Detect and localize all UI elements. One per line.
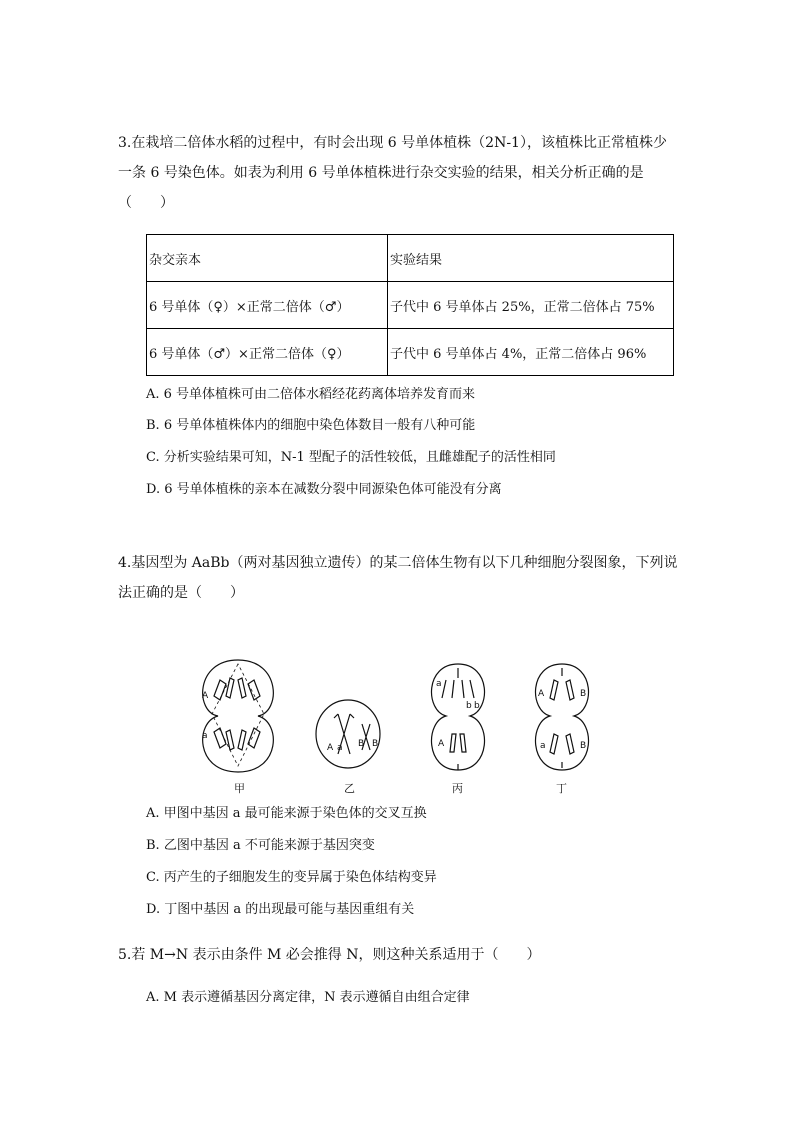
q4-option-d: D. 丁图中基因 a 的出现最可能与基因重组有关 (146, 902, 415, 917)
cell-yi-membrane (316, 700, 380, 768)
table-cell: 6 号单体（♀）×正常二倍体（♂） (147, 282, 388, 329)
cell-ding (535, 664, 588, 795)
cell-bing-lower-chromosomes (450, 734, 466, 770)
cell-bing-upper-chromosomes (442, 668, 474, 698)
gene-label: B (372, 739, 379, 749)
table-row (147, 282, 674, 329)
q4-line1: 4.基因型为 AaBb（两对基因独立遗传）的某二倍体生物有以下几种细胞分裂图象，下列说 (118, 555, 678, 571)
q3-option-c: C. 分析实验结果可知，N-1 型配子的活性较低，且雌雄配子的活性相同 (146, 450, 556, 465)
gene-label: A (538, 689, 545, 699)
gene-label: A (438, 739, 445, 749)
q3-option-b: B. 6 号单体植株体内的细胞中染色体数目一般有八种可能 (146, 418, 476, 433)
caption-jia: 甲 (234, 782, 245, 795)
cell-jia-upper-chromosomes (214, 678, 260, 700)
gene-label: a (202, 731, 208, 741)
q4-option-c: C. 丙产生的子细胞发生的变异属于染色体结构变异 (146, 870, 437, 885)
q3-cross-table (146, 234, 674, 376)
cell-division-figure (190, 650, 610, 800)
cell-ding-upper-chromosomes (550, 668, 574, 700)
table-row (147, 329, 674, 376)
gene-label: a (540, 741, 546, 751)
gene-label: A (327, 743, 334, 753)
gene-label: a (436, 679, 442, 689)
q3-option-d: D. 6 号单体植株的亲本在减数分裂中同源染色体可能没有分离 (146, 482, 502, 497)
table-cell: 6 号单体（♂）×正常二倍体（♀） (147, 329, 388, 376)
gene-label: A (202, 691, 209, 701)
table-cell: 子代中 6 号单体占 25%，正常二倍体占 75% (388, 282, 674, 329)
caption-ding: 丁 (556, 782, 567, 795)
caption-yi: 乙 (344, 782, 355, 795)
cell-ding-lower-chromosomes (550, 734, 574, 768)
cell-jia (202, 660, 273, 795)
cell-jia-lower-chromosomes (214, 728, 260, 750)
table-header-results: 实验结果 (388, 235, 674, 282)
gene-label: B (580, 689, 587, 699)
q4-stem (118, 548, 678, 608)
cell-division-diagrams (190, 650, 610, 800)
table-header-row (147, 235, 674, 282)
gene-label: B (580, 741, 587, 751)
gene-label: a (337, 743, 343, 753)
q3-option-a: A. 6 号单体植株可由二倍体水稻经花药离体培养发育而来 (146, 387, 476, 402)
q3-line1: 3.在栽培二倍体水稻的过程中，有时会出现 6 号单体植株（2N-1），该植株比正常植株少 (118, 135, 667, 151)
q4-line2: 法正确的是（ ） (118, 585, 244, 601)
q3-line2: 一条 6 号染色体。如表为利用 6 号单体植株进行杂交实验的结果，相关分析正确的是 (118, 165, 644, 181)
gene-label: b (466, 701, 472, 711)
q5-stem (118, 940, 678, 970)
q4-option-b: B. 乙图中基因 a 不可能来源于基因突变 (146, 838, 375, 853)
table-cell: 子代中 6 号单体占 4%，正常二倍体占 96% (388, 329, 674, 376)
cell-bing (431, 664, 484, 795)
q3-answer-bracket: （ ） (118, 195, 174, 211)
cell-ding-membrane (535, 664, 588, 770)
q5-option-a: A. M 表示遵循基因分离定律，N 表示遵循自由组合定律 (146, 990, 470, 1005)
table-header-parents: 杂交亲本 (147, 235, 388, 282)
q5-line1: 5.若 M→N 表示由条件 M 必会推得 N，则这种关系适用于（ ） (118, 947, 541, 963)
caption-bing: 丙 (452, 782, 463, 795)
q3-stem (118, 128, 678, 218)
gene-label: b (474, 701, 480, 711)
q4-option-a: A. 甲图中基因 a 最可能来源于染色体的交叉互换 (146, 806, 427, 821)
cell-yi (316, 700, 380, 795)
gene-label: B (358, 739, 365, 749)
